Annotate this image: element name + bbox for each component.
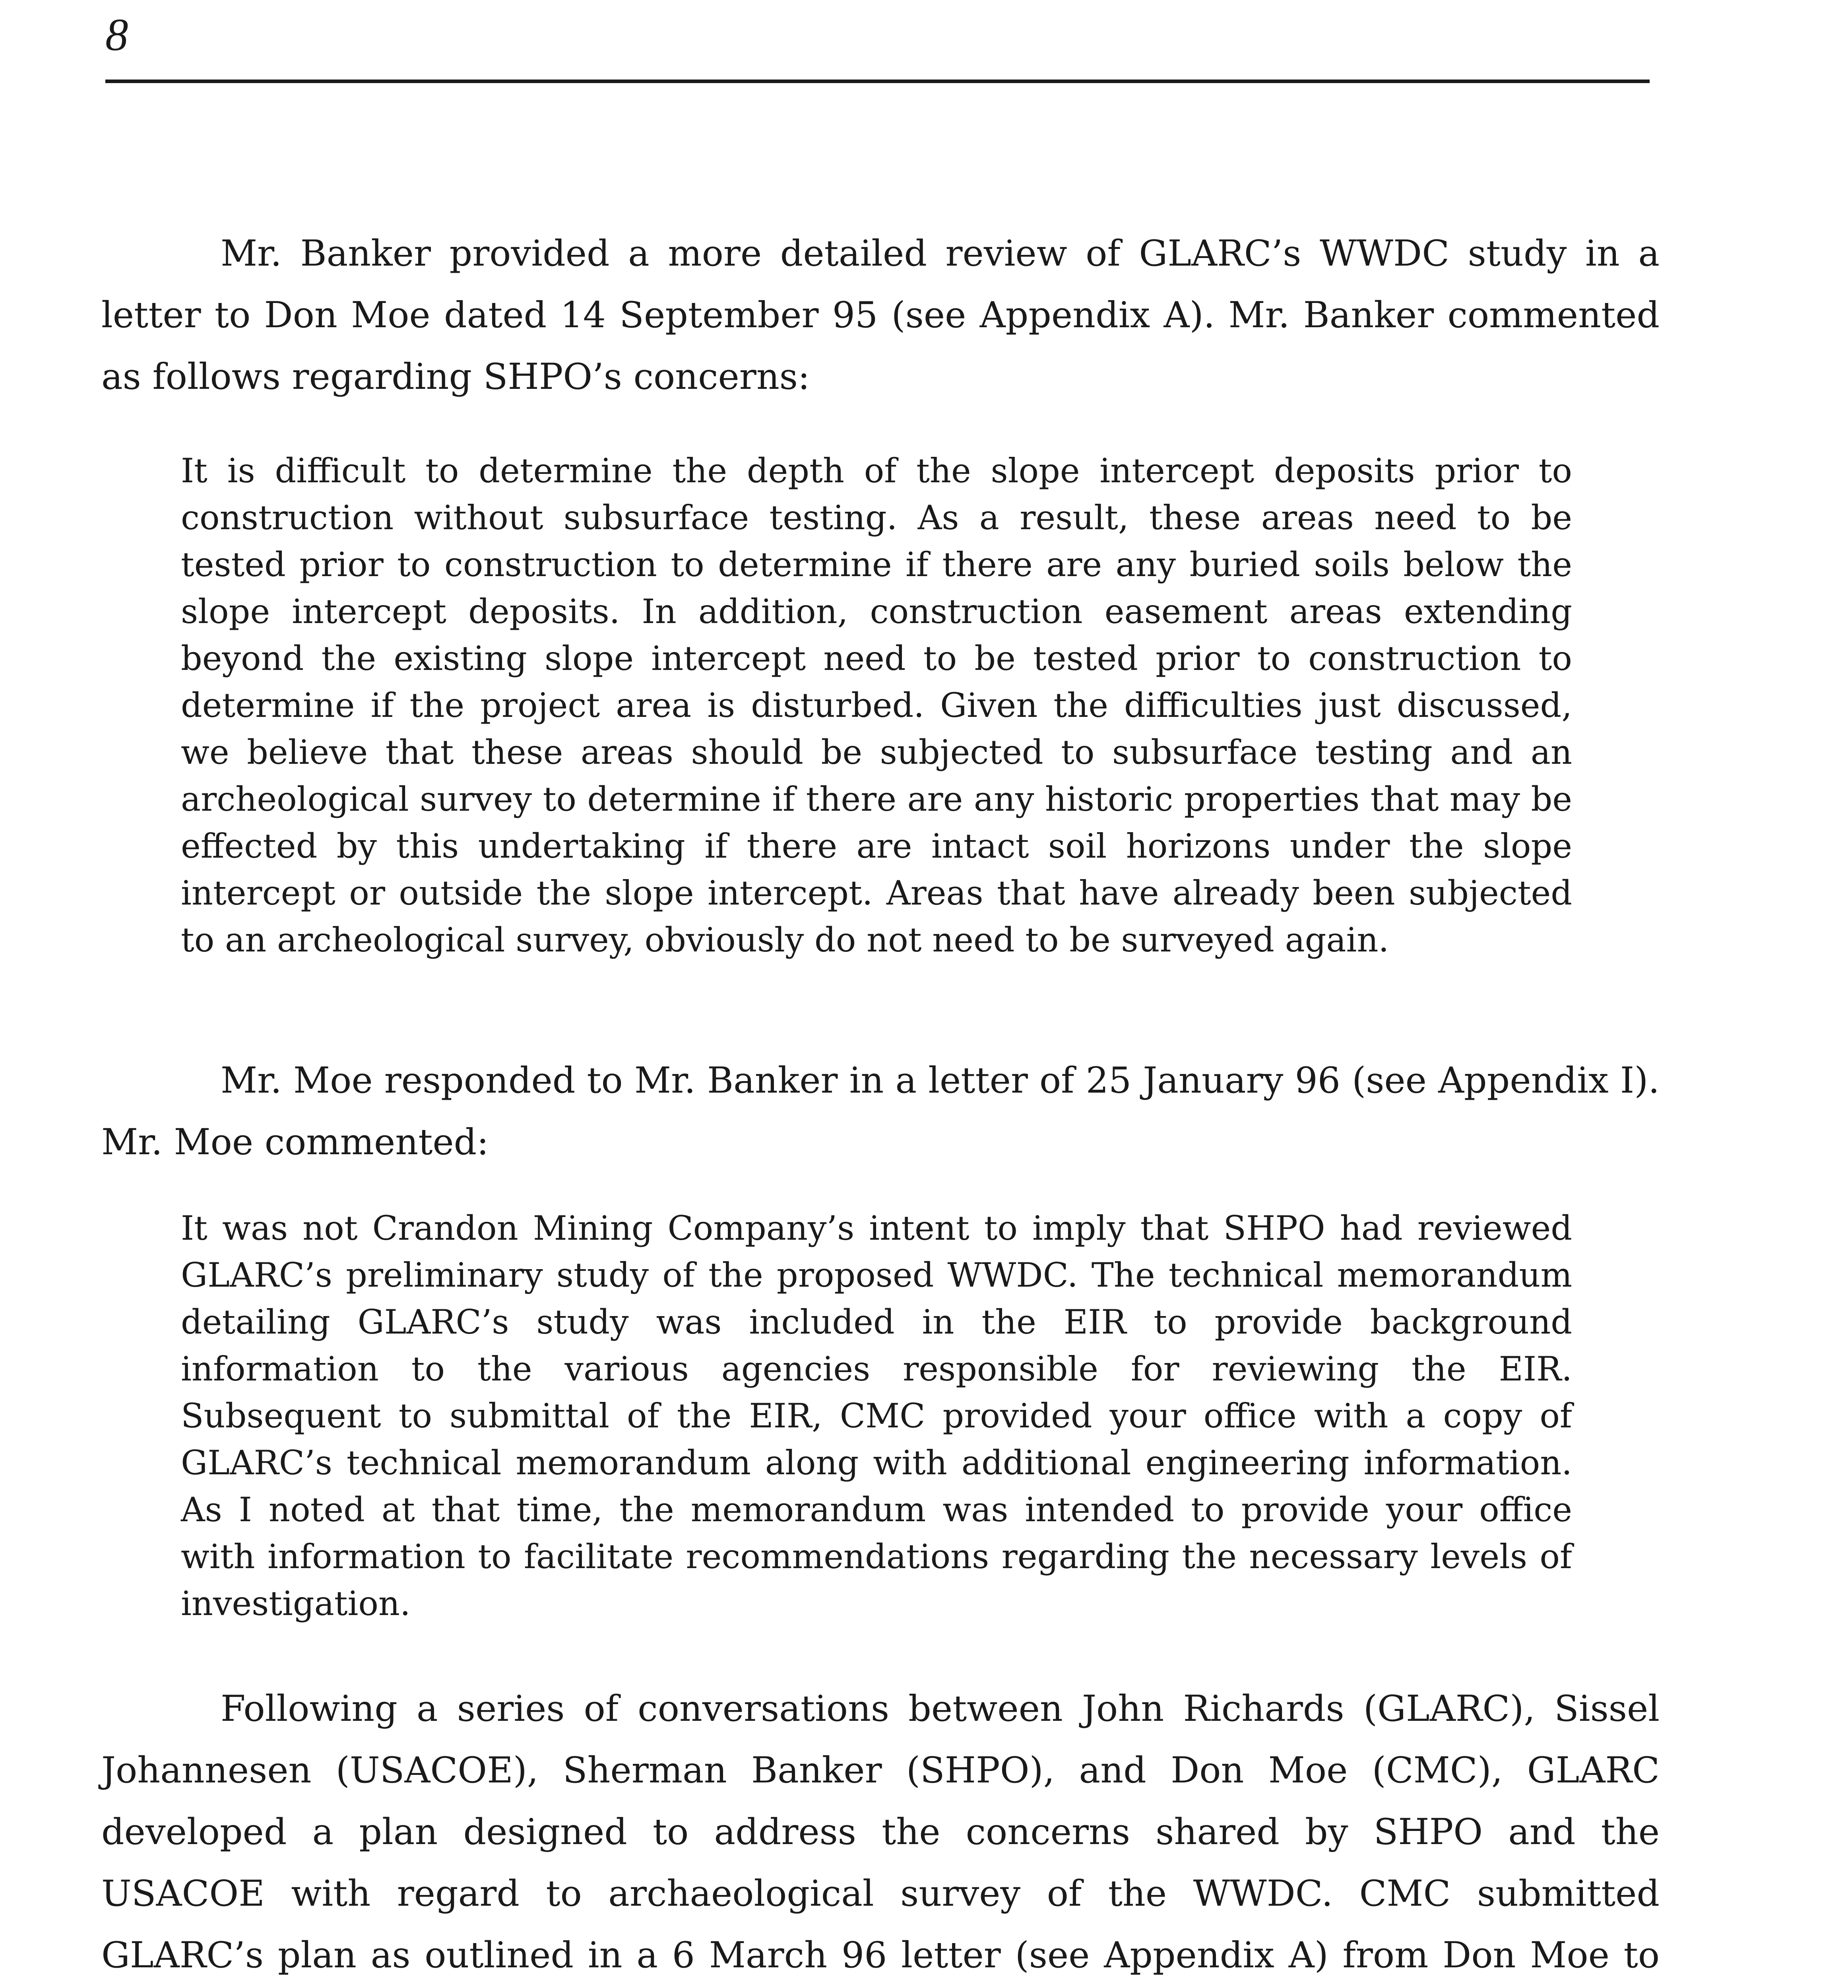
paragraph-banker-review: Mr. Banker provided a more detailed review of GLARC’s WWDC study in a letter to Don Moe dated 14 September 95 (see Appendix A). Mr. Banker commented as follows regarding SHPO’s concerns: <box>101 233 1660 398</box>
quote-moe-comment: It was not Crandon Mining Company’s intent to imply that SHPO had reviewed GLARC’s preliminary study of the proposed WWDC. The technical memorandum detailing GLARC’s study was included in the EIR to provide background information to the various agencies responsible for reviewing the EIR. Subsequent to submittal of the EIR, CMC provided your office with a copy of GLARC’s technical memorandum along with additional engineering information. As I noted at that time, the memorandum was intended to provide your office with information to facilitate recommendations regarding the necessary levels of investigation. <box>181 1209 1572 1623</box>
paragraph-glarc-plan: Following a series of conversations between John Richards (GLARC), Sissel Johannesen (USACOE), Sherman Banker (SHPO), and Don Moe (CMC), GLARC developed a plan designed to address the concerns shared by SHPO and the USACOE with regard to archaeological survey of the WWDC. CMC submitted GLARC’s plan as outlined in a 6 March 96 letter (see Appendix A) from Don Moe to <box>101 1688 1660 1976</box>
header-rule <box>105 80 1650 83</box>
paragraph-moe-response: Mr. Moe responded to Mr. Banker in a letter of 25 January 96 (see Appendix I). Mr. Moe commented: <box>101 1060 1660 1163</box>
page-number: 8 <box>105 10 128 60</box>
quote-banker-comment: It is difficult to determine the depth of the slope intercept deposits prior to construction without subsurface testing. As a result, these areas need to be tested prior to construction to determine if there are any buried soils below the slope intercept deposits. In addition, construction easement areas extending beyond the existing slope intercept need to be tested prior to construction to determine if the project area is disturbed. Given the difficulties just discussed, we believe that these areas should be subjected to subsurface testing and an archeological survey to determine if there are any historic properties that may be effected by this undertaking if there are intact soil horizons under the slope intercept or outside the slope intercept. Areas that have already been subjected to an archeological survey, obviously do not need to be surveyed again. <box>181 451 1572 959</box>
